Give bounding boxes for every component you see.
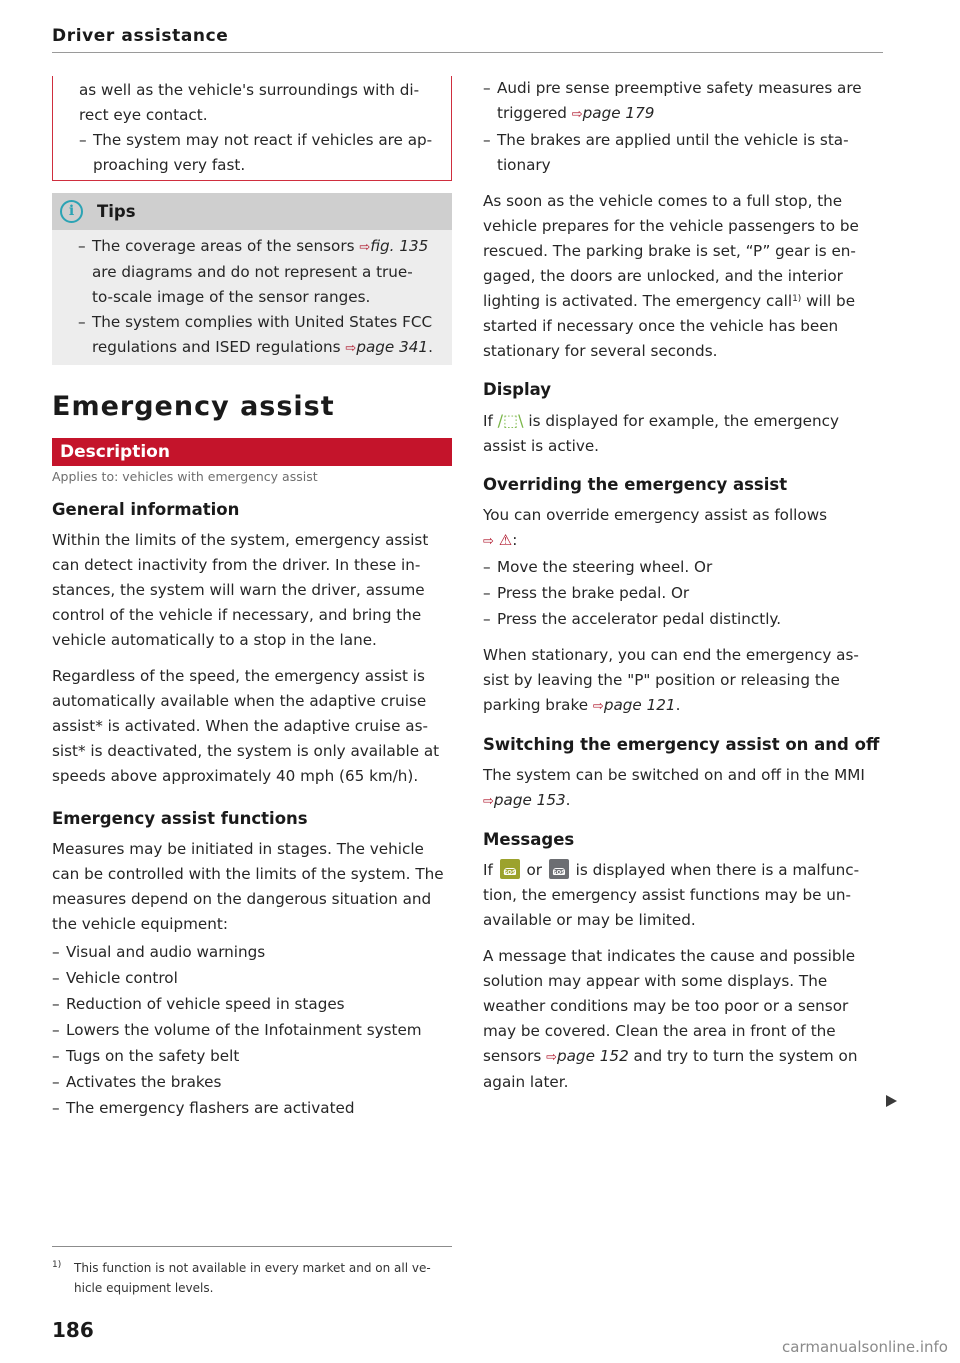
display-paragraph: If /⬚\ is displayed for example, the emergency assist is active. — [483, 411, 839, 455]
list-item: – Reduction of vehicle speed in stages — [52, 995, 345, 1013]
info-icon: i — [60, 200, 83, 223]
override-heading: Overriding the emergency assist — [483, 475, 788, 494]
arrow-icon: ⇨ — [592, 699, 604, 714]
section-title: Emergency assist — [52, 391, 335, 422]
list-item: – Vehicle control — [52, 969, 178, 987]
page-header-title: Driver assistance — [52, 26, 229, 46]
applies-to-note: Applies to: vehicles with emergency assist — [52, 469, 318, 484]
list-item: – The emergency flashers are activated — [52, 1099, 355, 1117]
functions-paragraph: Measures may be initiated in stages. The vehicle can be controlled with the limits of the system. The measures depend on the dangerous situation and the vehicle equipment: — [52, 840, 444, 933]
message-cause-paragraph: A message that indicates the cause and possible solution may appear with some displays. The weather conditions may be too poor or a sensor may be covered. Clean the area in front of the sensors ⇨page 152 and try to turn the system on again later. — [483, 947, 858, 1091]
arrow-icon: ⇨ — [359, 240, 371, 255]
footnote-marker: 1) — [52, 1260, 62, 1270]
continue-arrow-icon[interactable] — [886, 1095, 897, 1107]
stationary-paragraph: When stationary, you can end the emergency as- sist by leaving the "P" position or releasing the parking brake ⇨page 121. — [483, 646, 859, 714]
general-paragraph-1: Within the limits of the system, emergency assist can detect inactivity from the driver. In these in- stances, the system will warn the driver, assume control of the vehicle if necessary, and bring the vehicle automatically to a stop in the lane. — [52, 531, 429, 649]
page-reference-link[interactable]: ⇨page 341 — [345, 338, 429, 356]
footnote-reference: 1) — [792, 294, 802, 304]
list-item: – Activates the brakes — [52, 1073, 222, 1091]
arrow-icon: ⇨ — [546, 1050, 557, 1065]
tips-header — [52, 193, 452, 230]
switch-paragraph: The system can be switched on and off in the MMI ⇨page 153. — [483, 766, 865, 809]
list-item: – Lowers the volume of the Infotainment system — [52, 1021, 422, 1039]
list-item: – Visual and audio warnings — [52, 943, 266, 961]
sos-malfunction-icon: SOS — [549, 859, 569, 879]
override-paragraph: You can override emergency assist as follows ⇨ ⚠: — [483, 506, 828, 549]
warning-line: as well as the vehicle's surroundings with di- rect eye contact. — [79, 81, 420, 124]
footnote-text: This function is not available in every market and on all ve- hicle equipment levels. — [74, 1261, 431, 1295]
page-reference-link[interactable]: ⇨page 121 — [592, 696, 676, 714]
list-item: – Audi pre sense preemptive safety measures are triggered ⇨page 179 — [483, 79, 862, 122]
arrow-icon: ⇨ — [345, 341, 357, 356]
description-bar: Description — [52, 438, 452, 466]
messages-heading: Messages — [483, 830, 575, 849]
arrow-icon: ⇨ — [571, 107, 583, 122]
page-number: 186 — [52, 1318, 94, 1342]
tips-title: Tips — [97, 202, 136, 221]
display-heading: Display — [483, 380, 552, 399]
list-item: – Press the brake pedal. Or — [483, 584, 690, 602]
page-reference-link[interactable]: ⇨page 152 — [546, 1047, 629, 1065]
emergency-assist-active-icon: /⬚\ — [497, 411, 524, 430]
left-column — [52, 76, 452, 1122]
switch-heading: Switching the emergency assist on and off — [483, 735, 880, 754]
figure-reference-link[interactable]: ⇨fig. 135 — [359, 237, 429, 255]
sos-warning-icon: SOS — [500, 859, 520, 879]
tips-item: – The system complies with United States FCC regulations and ISED regulations ⇨page 341. — [78, 313, 433, 356]
list-item: – Move the steering wheel. Or — [483, 558, 713, 576]
functions-heading: Emergency assist functions — [52, 809, 308, 828]
general-paragraph-2: Regardless of the speed, the emergency assist is automatically available when the adaptive cruise assist* is activated. When the adaptive cruise as- sist* is deactivated, the system is only available at speeds above approximately 40 mph (65 km/h). — [52, 667, 440, 785]
footnote-divider — [52, 1246, 452, 1247]
messages-paragraph: If SOS or SOS is displayed when there is a malfunc- tion, the emergency assist functions may be un- available or may be limited. — [483, 861, 860, 929]
tips-body — [52, 230, 452, 365]
warning-list-item: – The system may not react if vehicles are ap- proaching very fast. — [79, 131, 433, 174]
footnote — [52, 1258, 452, 1298]
watermark: carmanualsonline.info — [782, 1338, 948, 1356]
header-divider — [52, 52, 883, 53]
list-item: – Tugs on the safety belt — [52, 1047, 240, 1065]
list-item: – Press the accelerator pedal distinctly. — [483, 610, 782, 628]
tips-item: – The coverage areas of the sensors ⇨fig. 135 are diagrams and do not represent a true- to-scale image of the sensor ranges. — [78, 237, 429, 306]
general-information-heading: General information — [52, 500, 240, 519]
full-stop-paragraph: As soon as the vehicle comes to a full stop, the vehicle prepares for the vehicle passengers to be rescued. The parking brake is set, “P” gear is en- gaged, the doors are unlocked, and the interior lighting is activated. The emergency call$^{1)}$ will be started if necessary once the vehicle has been stationary for several seconds. — [483, 192, 859, 360]
list-item: – The brakes are applied until the vehicle is sta- tionary — [483, 131, 849, 174]
arrow-icon: ⇨ — [483, 534, 494, 549]
page-reference-link[interactable]: ⇨page 153 — [483, 791, 566, 809]
warning-box — [52, 76, 452, 181]
page-reference-link[interactable]: ⇨page 179 — [571, 104, 655, 122]
right-column — [483, 76, 883, 1106]
tips-box — [52, 193, 452, 365]
functions-list — [52, 940, 452, 1121]
arrow-icon: ⇨ — [483, 794, 494, 809]
warning-triangle-icon[interactable]: ⚠ — [498, 531, 513, 549]
